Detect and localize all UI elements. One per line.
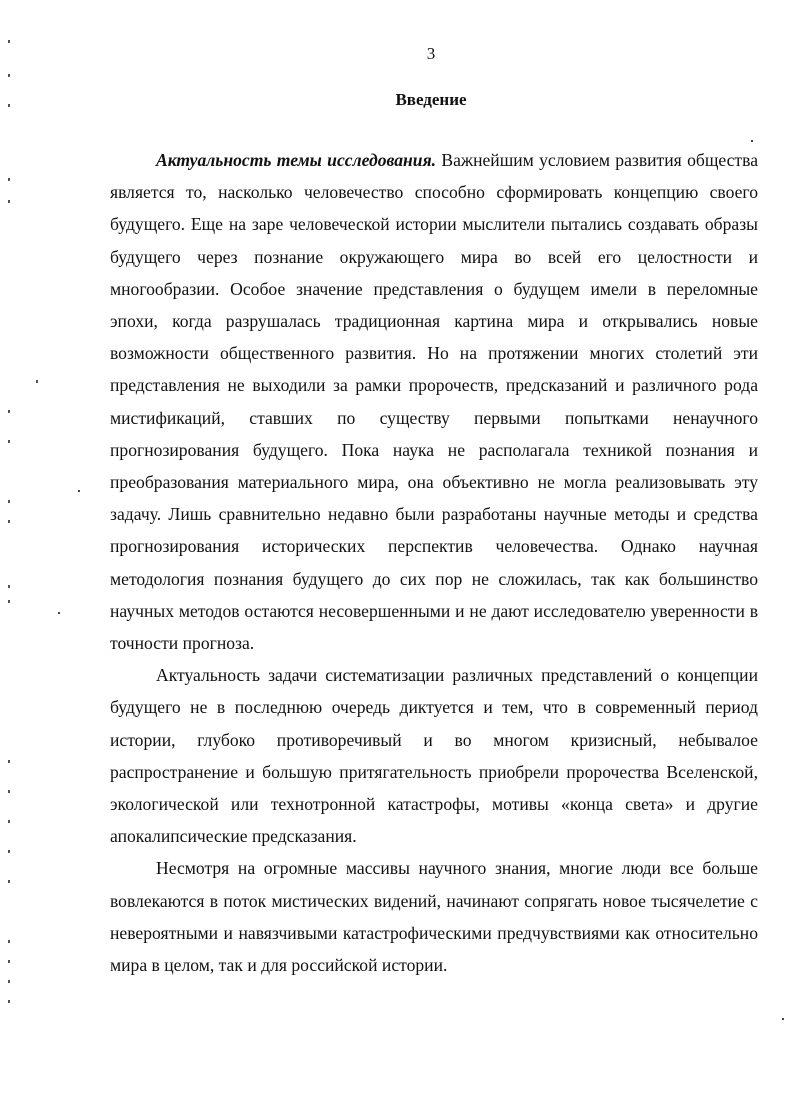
paragraph-mystic-visions: Несмотря на огромные массивы научного знания, многие люди все больше вовлекаются в поток мистических видений, начинают сопрягать новое тысячелетие с невероятными и навязчивыми катастрофическими предчувствиями как относительно мира в целом, так и для российской истории. <box>110 858 758 976</box>
scan-speck <box>782 1018 784 1020</box>
scan-speck <box>78 490 80 492</box>
scan-mark <box>8 600 10 603</box>
scan-mark <box>8 760 10 763</box>
page-title: Введение <box>395 90 467 109</box>
scan-mark <box>8 960 10 963</box>
paragraph-lead: Актуальность темы исследования. <box>156 150 437 170</box>
scan-margin-marks <box>0 0 20 1105</box>
scan-mark <box>8 980 10 983</box>
paragraph-text: Важнейшим условием развития общества является то, насколько человечество способно сформировать концепцию своего будущего. Еще на заре человеческой истории мыслители пытались создавать образы будущего через познание окружающего мира во всей его целостности и многообразии. Особое значение представления о будущем имели в переломные эпохи, когда разрушалась традиционная картина мира и открывались новые возможности общественного развития. Но на протяжении многих столетий эти представления не выходили за рамки пророчеств, предсказаний и различного рода мистификаций, ставших по существу первыми попытками ненаучного прогнозирования будущего. Пока наука не располагала техникой познания и преобразования материального мира, она объективно не могла реализовывать эту задачу. Лишь сравнительно недавно были разработаны научные методы и средства прогнозирования исторических перспектив человечества. Однако научная методология познания будущего до сих пор не сложилась, так как большинство научных методов остаются несовершенными и не дают исследователю уверенности в точности прогноза. <box>110 150 759 654</box>
scan-mark <box>8 790 10 793</box>
scan-mark <box>8 585 10 588</box>
scan-mark <box>8 500 10 503</box>
scan-mark <box>8 850 10 853</box>
scan-mark <box>36 380 38 383</box>
scan-mark <box>8 200 10 203</box>
page-number: 3 <box>426 44 436 63</box>
paragraph-relevance <box>110 144 758 659</box>
scan-mark <box>8 940 10 943</box>
scan-speck <box>58 612 60 614</box>
scan-mark <box>8 410 10 413</box>
scan-speck <box>751 140 753 142</box>
document-body <box>110 144 758 981</box>
scan-mark <box>8 440 10 443</box>
scan-mark <box>8 820 10 823</box>
scan-mark <box>8 40 10 43</box>
scan-mark <box>8 74 10 77</box>
scan-mark <box>8 178 10 181</box>
scan-mark <box>8 880 10 883</box>
paragraph-systematization: Актуальность задачи систематизации различных представлений о концепции будущего не в последнюю очередь диктуется и тем, что в современный период истории, глубоко противоречивый и во многом кризисный, небывалое распространение и большую притягательность приобрели пророчества Вселенской, экологической или технотронной катастрофы, мотивы «конца света» и другие апокалипсические предсказания. <box>110 665 758 847</box>
scan-mark <box>8 1000 10 1003</box>
scan-mark <box>8 520 10 523</box>
